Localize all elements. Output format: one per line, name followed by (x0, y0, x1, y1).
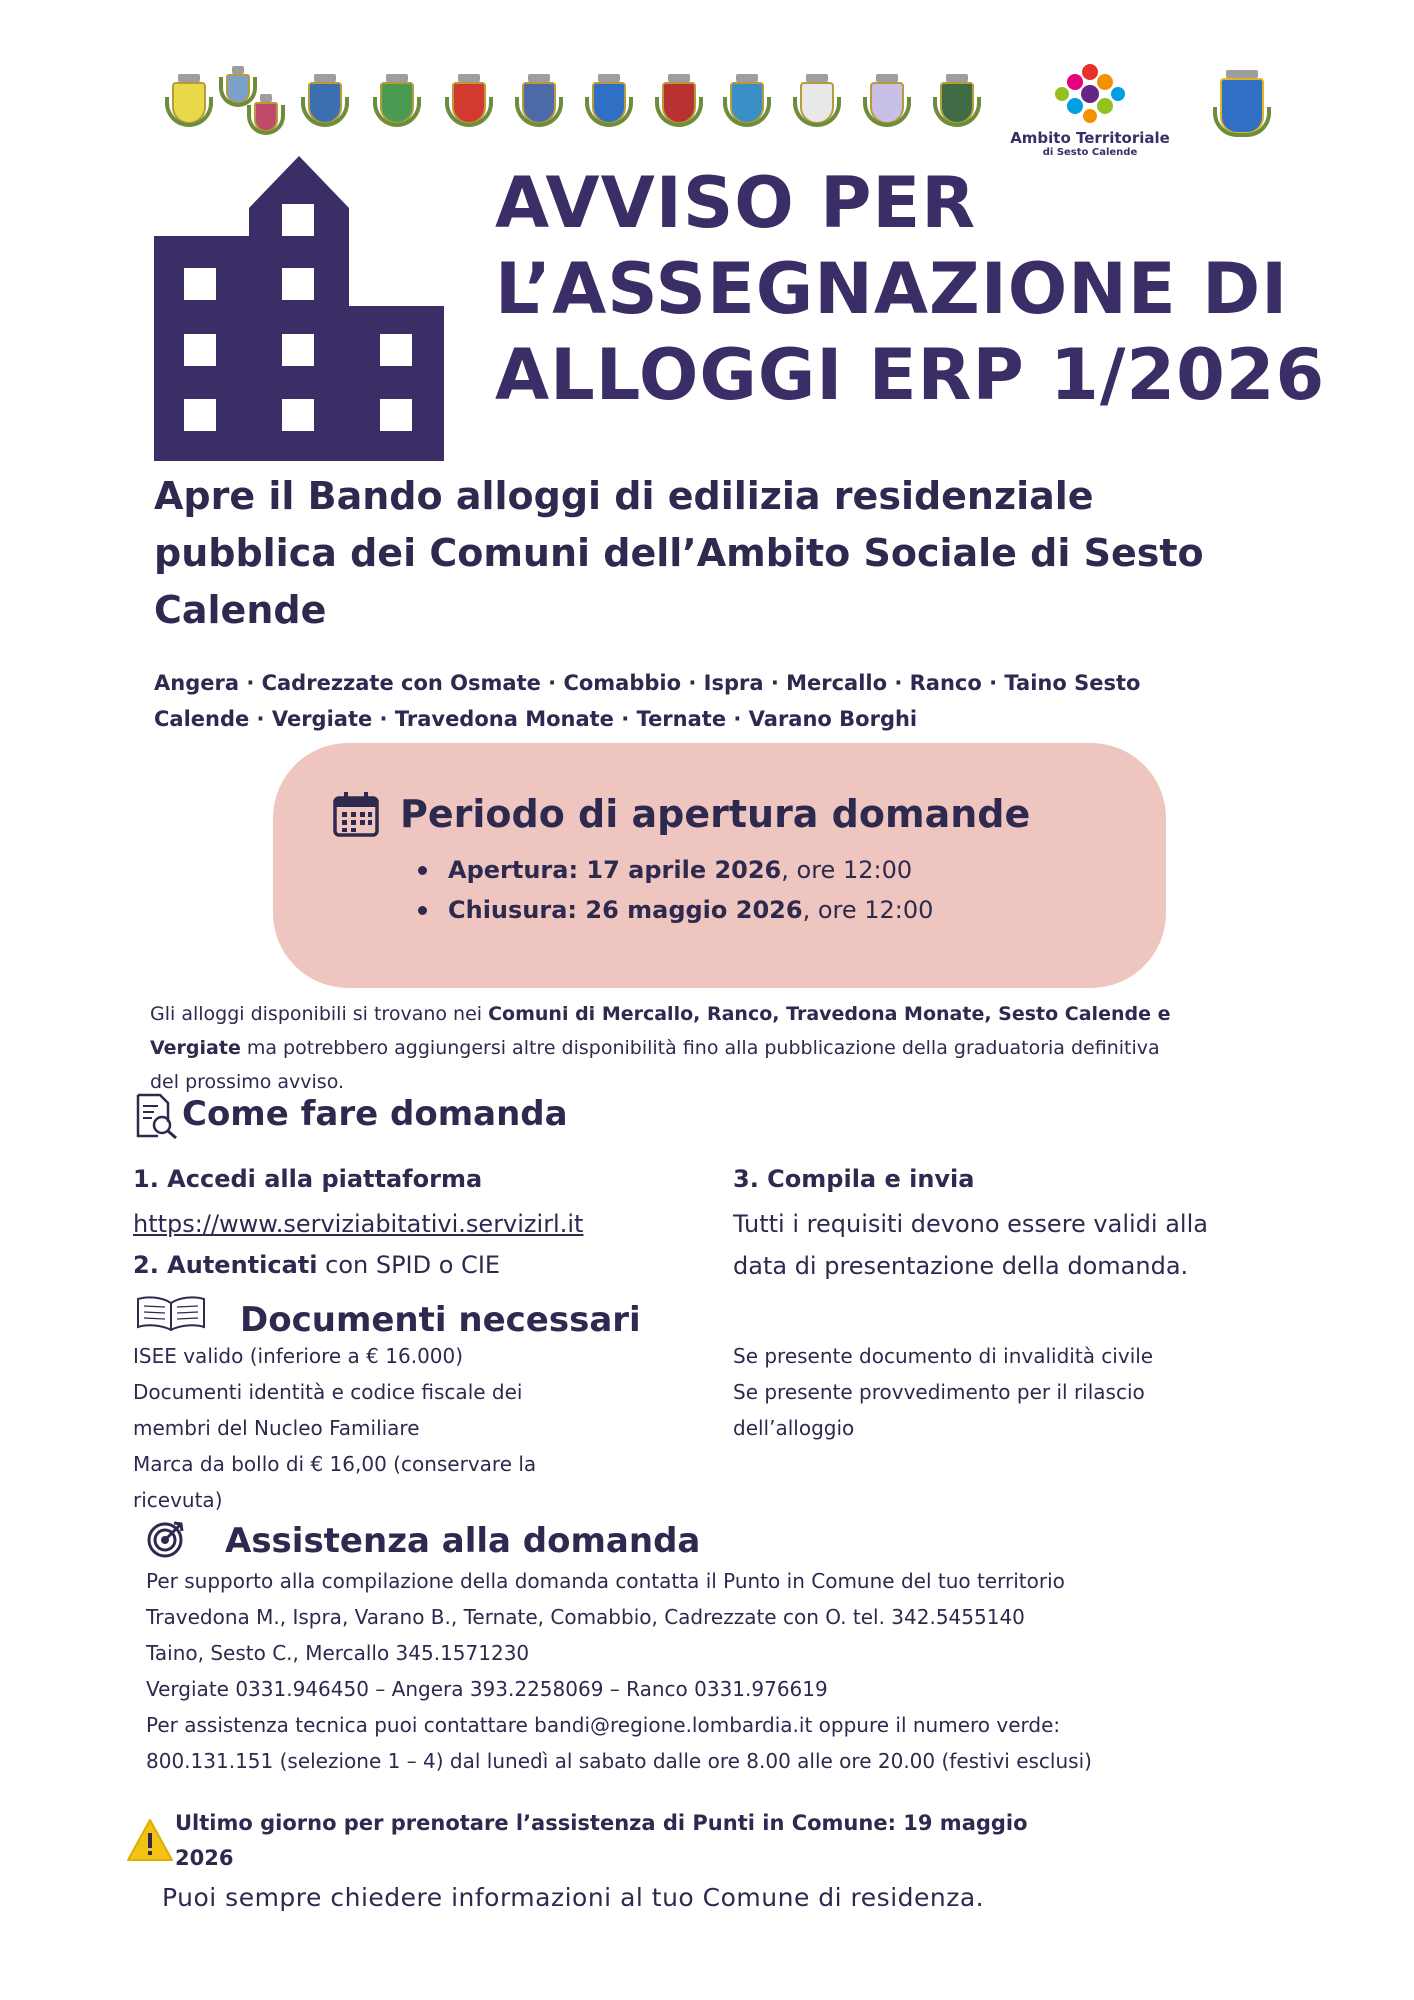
list-item: membri del Nucleo Familiare (133, 1416, 420, 1440)
comuni-line: Angera · Cadrezzate con Osmate · Comabbio · Ispra · Mercallo · Ranco · Taino Sesto (154, 671, 1141, 695)
periodo-title: Periodo di apertura domande (400, 792, 1031, 836)
document-search-icon (132, 1092, 180, 1140)
crest-icon (380, 82, 414, 124)
crest-icon (662, 82, 696, 124)
note-line (150, 997, 1260, 1031)
subtitle-line: pubblica dei Comuni dell’Ambito Sociale di Sesto (154, 531, 1204, 575)
target-icon (146, 1519, 186, 1559)
chiusura-time: , ore 12:00 (802, 896, 934, 924)
crest-icon (308, 82, 342, 124)
documenti-title: Documenti necessari (240, 1300, 641, 1340)
alloggi-note (150, 997, 1260, 1099)
crest-icon (870, 82, 904, 124)
step3-line: data di presentazione della domanda. (733, 1252, 1189, 1280)
assistenza-line: Per supporto alla compilazione della domanda contatta il Punto in Comune del tuo territorio (146, 1569, 1065, 1593)
list-item (418, 890, 933, 930)
list-item: ISEE valido (inferiore a € 16.000) (133, 1344, 464, 1368)
title-line: L’ASSEGNAZIONE DI (495, 248, 1289, 330)
chiusura-label: Chiusura: 26 maggio 2026 (448, 896, 803, 924)
list-item (418, 850, 933, 890)
municipal-crests-row (160, 70, 960, 150)
warning-line: 2026 (175, 1846, 234, 1870)
crest-icon (452, 82, 486, 124)
step2-text: con SPID o CIE (317, 1251, 501, 1279)
comuni-line: Calende · Vergiate · Travedona Monate · Ternate · Varano Borghi (154, 707, 918, 731)
subtitle (154, 468, 1284, 639)
crest-icon (800, 82, 834, 124)
open-book-icon (134, 1293, 208, 1333)
calendar-icon (332, 790, 380, 838)
assistenza-line: Vergiate 0331.946450 – Angera 393.2258069 – Ranco 0331.976619 (146, 1677, 828, 1701)
step1-title: 1. Accedi alla piattaforma (133, 1165, 483, 1193)
building-icon (154, 156, 444, 461)
assistenza-line: Per assistenza tecnica puoi contattare bandi@regione.lombardia.it oppure il numero verde: (146, 1713, 1061, 1737)
note-text: Gli alloggi disponibili si trovano nei (150, 1003, 489, 1025)
crest-icon (592, 82, 626, 124)
come-fare-title: Come fare domanda (182, 1094, 568, 1134)
list-item: ricevuta) (133, 1488, 223, 1512)
warning-icon (126, 1818, 174, 1862)
note-bold: Vergiate (150, 1037, 241, 1059)
assistenza-line: Taino, Sesto C., Mercallo 345.1571230 (146, 1641, 530, 1665)
crest-icon (730, 82, 764, 124)
crest-icon (1220, 78, 1264, 134)
list-item: Documenti identità e codice fiscale dei (133, 1380, 523, 1404)
documenti-right-list (733, 1338, 1293, 1446)
assistenza-line: Travedona M., Ispra, Varano B., Ternate, Comabbio, Cadrezzate con O. tel. 342.5455140 (146, 1605, 1025, 1629)
list-item: Se presente documento di invalidità civile (733, 1344, 1154, 1368)
step2 (133, 1244, 500, 1286)
crest-icon (522, 82, 556, 124)
page-title (495, 160, 1355, 418)
assistenza-text (146, 1563, 1326, 1779)
assistenza-title: Assistenza alla domanda (225, 1521, 701, 1561)
crest-icon (940, 82, 974, 124)
step3-title: 3. Compila e invia (733, 1165, 975, 1193)
note-text: ma potrebbero aggiungersi altre disponibilità fino alla pubblicazione della graduatoria definitiva (240, 1037, 1160, 1059)
warning-line: Ultimo giorno per prenotare l’assistenza di Punti in Comune: 19 maggio (175, 1811, 1028, 1835)
subtitle-line: Apre il Bando alloggi di edilizia residenziale (154, 474, 1094, 518)
note-line (150, 1031, 1260, 1065)
closing-note: Puoi sempre chiedere informazioni al tuo Comune di residenza. (162, 1883, 985, 1912)
logo-subtitle: di Sesto Calende (1042, 147, 1138, 158)
note-bold: Comuni di Mercallo, Ranco, Travedona Monate, Sesto Calende e (488, 1003, 1171, 1025)
list-item: Marca da bollo di € 16,00 (conservare la (133, 1452, 537, 1476)
note-line: del prossimo avviso. (150, 1071, 345, 1093)
step3-line: Tutti i requisiti devono essere validi alla (733, 1210, 1208, 1238)
title-line: AVVISO PER (495, 162, 977, 244)
list-item: dell’alloggio (733, 1416, 855, 1440)
subtitle-line: Calende (154, 588, 327, 632)
crest-icon (172, 82, 206, 124)
logo-name: Ambito Territoriale (1010, 129, 1170, 147)
title-line: ALLOGGI ERP 1/2026 (495, 334, 1326, 416)
list-item: Se presente provvedimento per il rilascio (733, 1380, 1145, 1404)
platform-link[interactable]: https://www.serviziabitativi.servizirl.it (133, 1210, 584, 1238)
periodo-list (418, 850, 933, 930)
apertura-time: , ore 12:00 (781, 856, 913, 884)
crest-icon (254, 102, 278, 132)
apertura-label: Apertura: 17 aprile 2026 (448, 856, 782, 884)
step2-title: 2. Autenticati (133, 1251, 318, 1279)
assistenza-line: 800.131.151 (selezione 1 – 4) dal lunedì al sabato dalle ore 8.00 alle ore 20.00 (festivi esclusi) (146, 1749, 1092, 1773)
documenti-left-list (133, 1338, 693, 1518)
crest-icon (226, 74, 250, 104)
step3-text (733, 1203, 1208, 1287)
comuni-list (154, 665, 1234, 737)
warning-text (175, 1806, 1075, 1876)
